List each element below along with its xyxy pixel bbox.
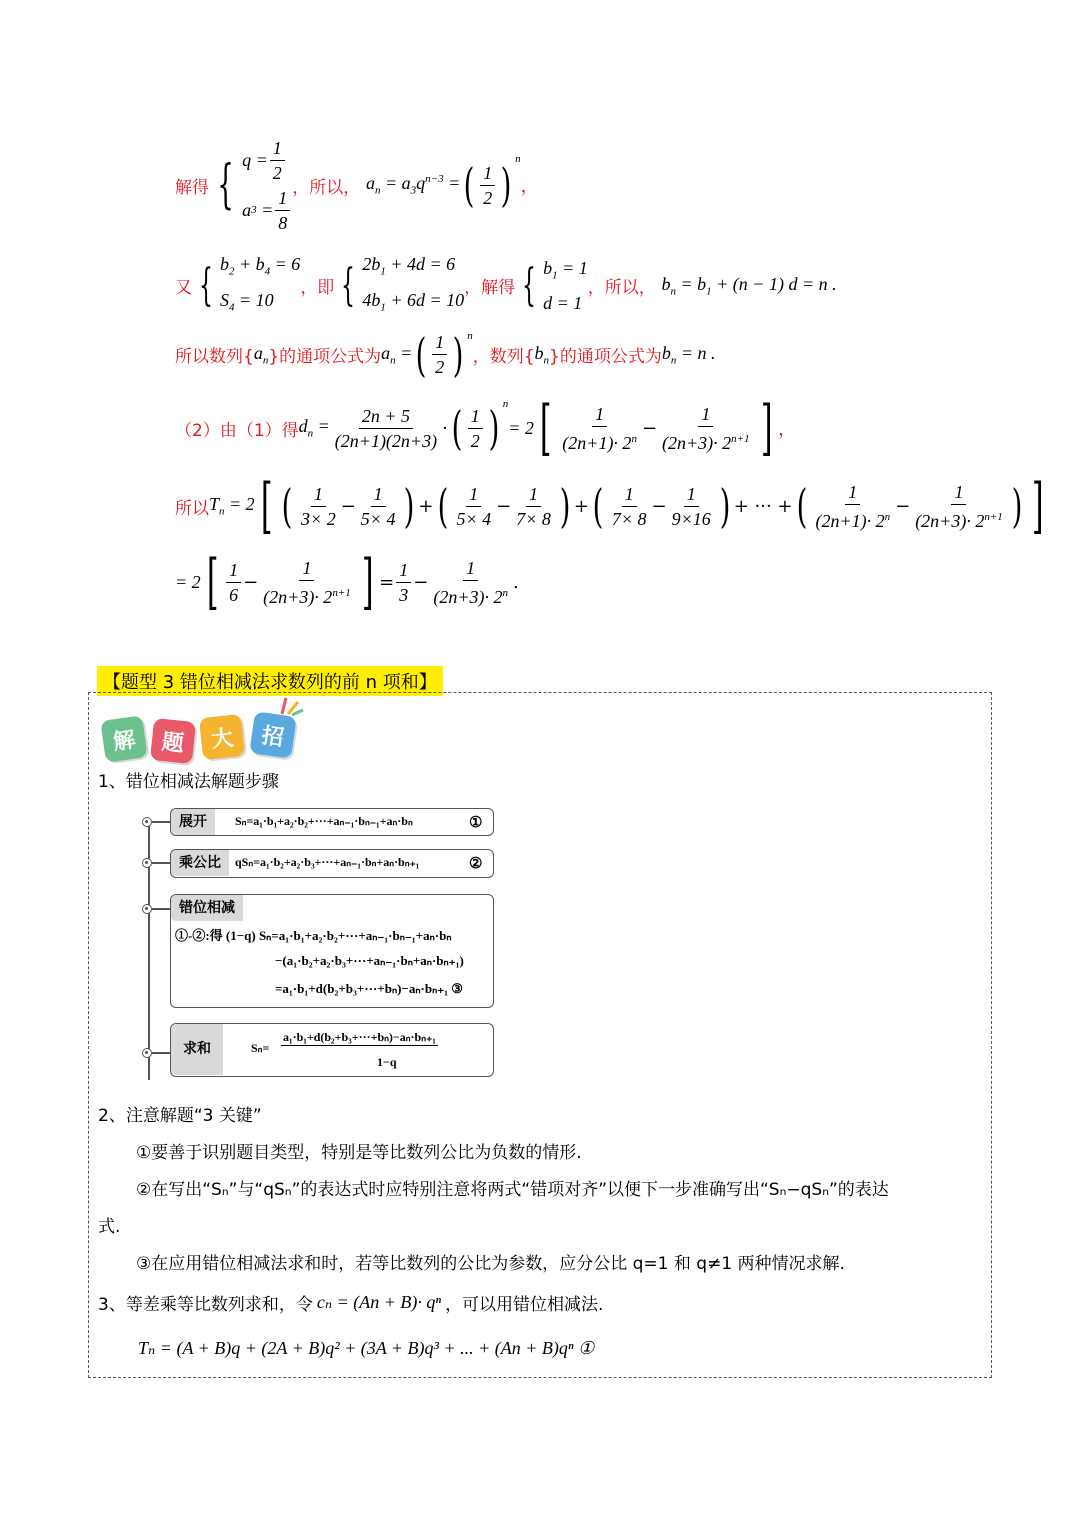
text-b: }的通项公式为 (268, 347, 382, 367)
frac-half: $\frac{1}{2}$ (480, 161, 495, 210)
system-3: $2b_1 + 4d = 6$ $4b_1 + 6d = 10$ (362, 254, 465, 314)
brace-icon: { (217, 155, 234, 215)
system-4: $b_1 = 1$ d = 1 (543, 257, 588, 314)
section-banner: 【题型 3 错位相减法求数列的前 n 项和】 (97, 666, 443, 696)
paren-left: ( (463, 158, 475, 212)
text-a: 所以数列{ (175, 347, 254, 367)
period: . (513, 571, 519, 593)
sub: 3 (251, 204, 257, 216)
frac-a: $\frac{1}{3\times 2}$ (301, 483, 336, 529)
brace-icon: { (522, 259, 537, 311)
text-part2: （2）由（1）得 (175, 420, 299, 441)
logo-tile-da: 大 (199, 714, 245, 760)
var-tn: $T_n = 2$ (209, 494, 255, 518)
text-so: ，所以， (292, 177, 361, 198)
brace-icon: { (341, 259, 356, 311)
formula-bn: $b_n = b_1 + (n - 1) d = n$ . (661, 273, 837, 298)
var-bn: $b_n$ (534, 342, 550, 367)
frac-h: $\frac{1}{(2n+3)\cdot 2^{n+1}}$ (915, 481, 1003, 531)
text-d: }的通项公式为 (549, 347, 662, 367)
frac-a: $\frac{1}{6}$ (226, 558, 241, 607)
var-an: $a_n$ (253, 342, 269, 367)
step-mark: ① (469, 815, 483, 831)
minus: − (641, 417, 658, 439)
step-tag: 乘公比 (171, 850, 229, 876)
power: n (467, 330, 473, 342)
frac-b: $\frac{1}{5\times 4}$ (360, 483, 396, 529)
paren-left: ( (415, 327, 427, 382)
text-so: 所以 (175, 498, 209, 519)
heading-3-text-a: 3、等差乘等比数列求和，令 (98, 1295, 313, 1315)
point-3: ③在应用错位相减法求和时，若等比数列的公比为参数，应分公比 q=1 和 q≠1 两种情况求解. (136, 1254, 845, 1274)
step-tag: 错位相减 (171, 895, 243, 921)
frac-f: $\frac{1}{9\times 16}$ (671, 483, 711, 529)
solution-line-2 (175, 250, 837, 321)
step-formula: qSₙ=a₁·b₂+a₂·b₃+···+aₙ₋₁·bₙ+aₙ·bₙ₊₁ (235, 855, 420, 869)
paren-left: ( (281, 479, 293, 533)
frac-d: $\frac{1}{7\times 8}$ (516, 483, 551, 529)
var-bn2: $b_n = n$ . (661, 342, 716, 367)
dot: · (442, 417, 448, 439)
logo-tile-zhao: 招 (249, 711, 296, 758)
frac-c: $\frac{1}{5\times 4}$ (456, 483, 492, 529)
paren-right: ) (500, 158, 512, 212)
step-line-3: =a₁·b₁+d(b₂+b₃+···+bₙ)−aₙ·bₙ₊₁ ③ (275, 981, 463, 996)
paren-left: ( (437, 479, 448, 533)
step-expand (170, 808, 494, 836)
logo-tile-ti: 题 (150, 718, 196, 764)
step-tag: 展开 (171, 809, 215, 835)
bracket-left: [ (206, 547, 219, 617)
logo-tile-jie: 解 (100, 715, 147, 762)
step-sum (170, 1023, 494, 1077)
flow-node (142, 904, 152, 914)
frac-dn: $\frac{2n + 5}{(2n+1)(2n+3)}$ (334, 405, 438, 451)
flow-node (142, 858, 152, 868)
flow-node (142, 817, 152, 827)
step-multiply (170, 849, 494, 878)
var-an: $a_n = a_3q^{n-3}$ = (365, 173, 461, 197)
paren-left: ( (592, 479, 604, 533)
comma: ， (778, 419, 797, 440)
bracket-right: ] (1031, 471, 1044, 541)
solution-line-5: 所以 $T_n = 2$ [ ( $\frac{1}{3\times 2}$ − $\frac{1}{5\times 4}$ ) + ( $\frac{1}{5\times 4}$ − $\frac{1}{7\times 8}$ ) + ( $\frac{1}{7\times 8}$ − $\frac{1}{9\times 16}$ ) + ··· + ( $\frac{1}{(2n+1)\cdot 2^n}$ − $\frac{1}{(2n+3)\cdot 2^{n+1}}$ ) ] (175, 471, 1044, 541)
frac-half: $\frac{1}{2}$ (432, 330, 447, 379)
text-you: 又 (175, 278, 192, 299)
bracket-left: [ (260, 471, 273, 541)
frac-g: $\frac{1}{(2n+1)\cdot 2^n}$ (815, 481, 891, 531)
paren-right: ) (559, 479, 571, 533)
power: n (502, 398, 509, 410)
flow-connector (152, 821, 170, 823)
frac-2: $\frac{1}{(2n+3)\cdot 2^{n+1}}$ (662, 403, 750, 453)
solution-line-4 (175, 393, 797, 463)
step-formula: Sₙ=a₁·b₁+a₂·b₂+···+aₙ₋₁·bₙ₋₁+aₙ·bₙ (235, 814, 413, 828)
bracket-left: [ (539, 393, 552, 463)
var-a: a (242, 200, 252, 220)
step-num: a₁·b₁+d(b₂+b₃+···+bₙ)−aₙ·bₙ₊₁ (283, 1030, 436, 1044)
eq-2: = 2 (175, 571, 201, 592)
point-1: ①要善于识别题目类型，特别是等比数列公比为负数的情形. (136, 1143, 582, 1163)
var-dn: $d_n$ = (298, 416, 330, 440)
label-jiede: 解得 (175, 177, 209, 198)
heading-3-formula: cₙ = (An + B)· qⁿ (316, 1292, 442, 1312)
text-so: ，所以， (587, 278, 656, 299)
final-formula: Tₙ = (A + B)q + (2A + B)q² + (3A + B)q³ + ... + (An + B)qⁿ ① (138, 1338, 595, 1358)
frac-1: $\frac{1}{(2n+1)\cdot 2^n}$ (562, 403, 637, 453)
paren-right: ) (1011, 479, 1023, 533)
step-line-1: ①-②:得 (1−q) Sₙ=a₁·b₁+a₂·b₂+···+aₙ₋₁·bₙ₋₁+aₙ·bₙ (175, 928, 452, 943)
point-2a: ②在写出“Sₙ”与“qSₙ”的表达式时应特别注意将两式“错项对齐”以便下一步准确写出“Sₙ−qSₙ”的表达 (136, 1180, 889, 1200)
text-jiede: ，解得 (464, 278, 516, 299)
paren-left: ( (796, 479, 807, 533)
flow-node (142, 1048, 152, 1058)
eq: = (379, 571, 395, 593)
system-1 (242, 135, 292, 235)
eq-2: = 2 (508, 417, 534, 438)
var-an2: $a_n$ = (381, 342, 413, 367)
step-subtract (170, 894, 494, 1008)
den: 8 (278, 212, 288, 233)
frac-b: $\frac{1}{(2n+3)\cdot 2^{n+1}}$ (263, 557, 351, 607)
bracket-right: ] (361, 547, 374, 617)
step-mark: ② (469, 856, 483, 872)
solution-line-1 (175, 135, 539, 235)
paren-right: ) (719, 479, 731, 533)
step-lhs: Sₙ= (251, 1041, 270, 1055)
brace-icon: { (199, 259, 213, 311)
step-tag: 求和 (171, 1024, 223, 1075)
solution-line-3 (175, 327, 716, 382)
frac-half: $\frac{1}{2}$ (468, 404, 483, 453)
text-c: ，数列{ (472, 347, 535, 367)
comma: ， (520, 176, 539, 197)
sparkle-icon (278, 696, 304, 716)
heading-3 (98, 1290, 603, 1315)
step-line-2: −(a₁·b₂+a₂·b₃+···+aₙ₋₁·bₙ+aₙ·bₙ₊₁) (275, 953, 464, 968)
text-ji: ，即 (300, 278, 335, 299)
step-den: 1−q (377, 1055, 397, 1069)
eq-q: q = (242, 150, 268, 170)
num: 1 (275, 186, 290, 211)
frac-e: $\frac{1}{7\times 8}$ (611, 483, 647, 529)
bracket-right: ] (760, 393, 773, 463)
heading-2: 2、注意解题“3 关键” (98, 1106, 262, 1126)
heading-1: 1、错位相减法解题步骤 (98, 772, 279, 792)
paren-right: ) (404, 479, 415, 533)
paren-right: ) (452, 327, 464, 382)
eq: = (261, 200, 274, 220)
power: n (515, 153, 521, 165)
frac-c: $\frac{1}{3}$ (396, 558, 411, 607)
solution-line-6: = 2 [ $\frac{1}{6}$ − $\frac{1}{(2n+3)\cdot 2^{n+1}}$ ] = $\frac{1}{3}$ − $\frac{1}{(2n+3)\cdot 2^n}$ . (175, 547, 519, 617)
flow-connector (152, 862, 170, 864)
heading-3-text-b: ，可以用错位相减法. (445, 1295, 604, 1315)
den: 2 (272, 162, 282, 183)
system-2: $b_2 + b_4 = 6$ $S_4 = 10$ (220, 254, 301, 314)
paren-right: ) (488, 401, 500, 455)
flow-connector (152, 1052, 170, 1054)
dots: + ··· + (733, 495, 793, 517)
frac-d: $\frac{1}{(2n+3)\cdot 2^n}$ (433, 557, 508, 607)
paren-left: ( (451, 401, 463, 455)
flow-connector (152, 908, 170, 910)
point-2b: 式. (98, 1217, 121, 1237)
num: 1 (270, 136, 285, 161)
